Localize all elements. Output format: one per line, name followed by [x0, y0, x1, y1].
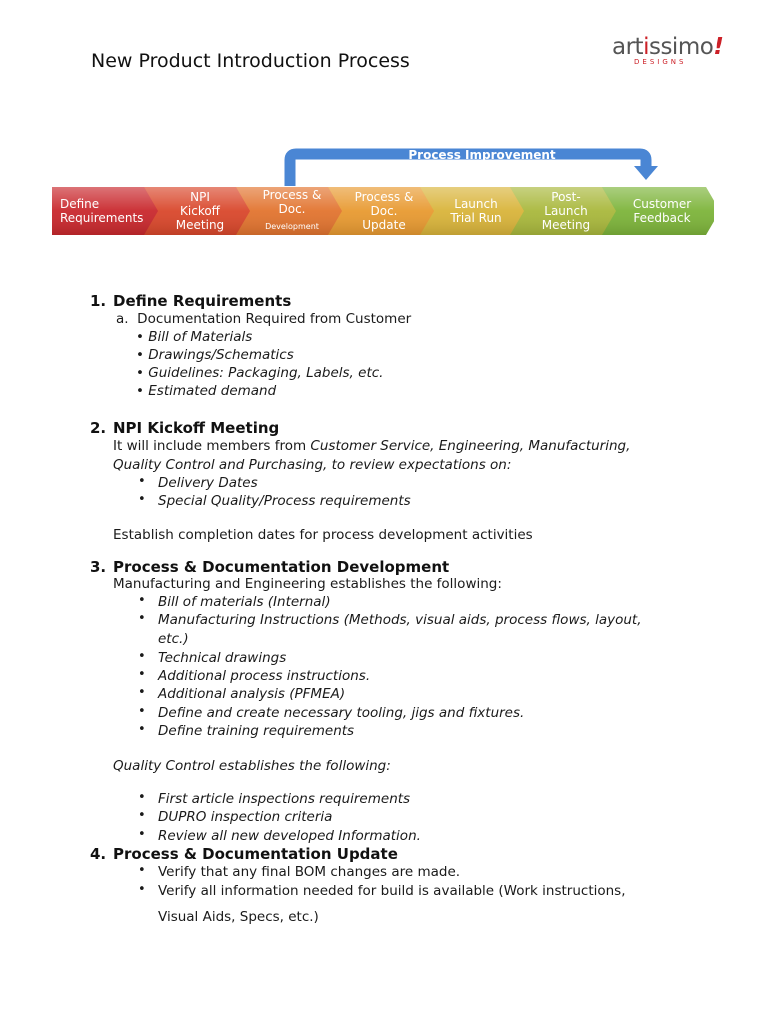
bullet: • — [138, 790, 146, 805]
bullet: • — [138, 667, 146, 682]
section-3-item: Additional process instructions. — [158, 668, 371, 684]
bullet: • — [138, 827, 146, 842]
process-step-label: Process & Doc. Development — [262, 188, 322, 231]
company-logo — [612, 34, 722, 74]
bullet: • — [138, 685, 146, 700]
section-2-item: Delivery Dates — [158, 475, 258, 491]
section-3-item: Bill of materials (Internal) — [158, 594, 331, 610]
process-step-label: Define Requirements — [60, 197, 144, 225]
bullet: • — [138, 611, 146, 626]
section-3-item: Manufacturing Instructions (Methods, visual aids, process flows, layout, — [158, 612, 642, 628]
bullet: • — [138, 492, 146, 507]
section-3-qc-item: Review all new developed Information. — [158, 828, 421, 844]
section-3-item-continued: etc.) — [158, 631, 189, 647]
section-2-note: Establish completion dates for process development activities — [113, 527, 533, 543]
page-title: New Product Introduction Process — [91, 50, 410, 72]
section-2-item: Special Quality/Process requirements — [158, 493, 411, 509]
logo-wordmark: artissimo! — [612, 34, 724, 60]
section-3-item: Define training requirements — [158, 723, 355, 739]
bullet: • — [138, 722, 146, 737]
section-4-item: Verify all information needed for build is available (Work instructions, — [158, 883, 626, 899]
section-1-heading: 1. Define Requirements — [90, 292, 292, 310]
process-step-label: Customer Feedback — [632, 197, 692, 225]
process-step-label: Process & Doc. Update — [354, 190, 414, 232]
bullet: • — [138, 704, 146, 719]
process-step-label: Post- Launch Meeting — [541, 190, 591, 232]
section-2-intro: It will include members from Customer Service, Engineering, Manufacturing, — [113, 438, 631, 454]
section-3-item: Technical drawings — [158, 650, 287, 666]
section-1-item: • Estimated demand — [136, 383, 277, 399]
section-4-item: Verify that any final BOM changes are made. — [158, 864, 461, 880]
bullet: • — [138, 649, 146, 664]
section-3-qc-intro: Quality Control establishes the following: — [113, 758, 391, 774]
section-3-heading: 3. Process & Documentation Development — [90, 558, 450, 576]
section-2-heading: 2. NPI Kickoff Meeting — [90, 419, 280, 437]
bullet: • — [138, 593, 146, 608]
section-1-item: • Bill of Materials — [136, 329, 253, 345]
bullet: • — [138, 882, 146, 897]
bullet: • — [138, 474, 146, 489]
section-2-intro-continued: Quality Control and Purchasing, to review expectations on: — [113, 457, 512, 473]
process-improvement-label: Process Improvement — [408, 148, 556, 162]
process-step-label: NPI Kickoff Meeting — [175, 190, 225, 232]
bullet: • — [138, 808, 146, 823]
section-3-qc-item: First article inspections requirements — [158, 791, 411, 807]
section-3-item: Additional analysis (PFMEA) — [158, 686, 346, 702]
section-1-item: • Drawings/Schematics — [136, 347, 294, 363]
section-1-subheading: a. Documentation Required from Customer — [116, 311, 412, 327]
bullet: • — [138, 863, 146, 878]
section-3-qc-item: DUPRO inspection criteria — [158, 809, 333, 825]
section-3-item: Define and create necessary tooling, jigs and fixtures. — [158, 705, 525, 721]
process-step-label: Launch Trial Run — [450, 197, 502, 225]
logo-subtext: DESIGNS — [634, 58, 687, 66]
section-3-intro: Manufacturing and Engineering establishes the following: — [113, 576, 502, 592]
section-4-heading: 4. Process & Documentation Update — [90, 845, 398, 863]
npi-process-flow — [52, 146, 714, 238]
section-4-item-continued: Visual Aids, Specs, etc.) — [158, 909, 319, 925]
section-1-item: • Guidelines: Packaging, Labels, etc. — [136, 365, 384, 381]
